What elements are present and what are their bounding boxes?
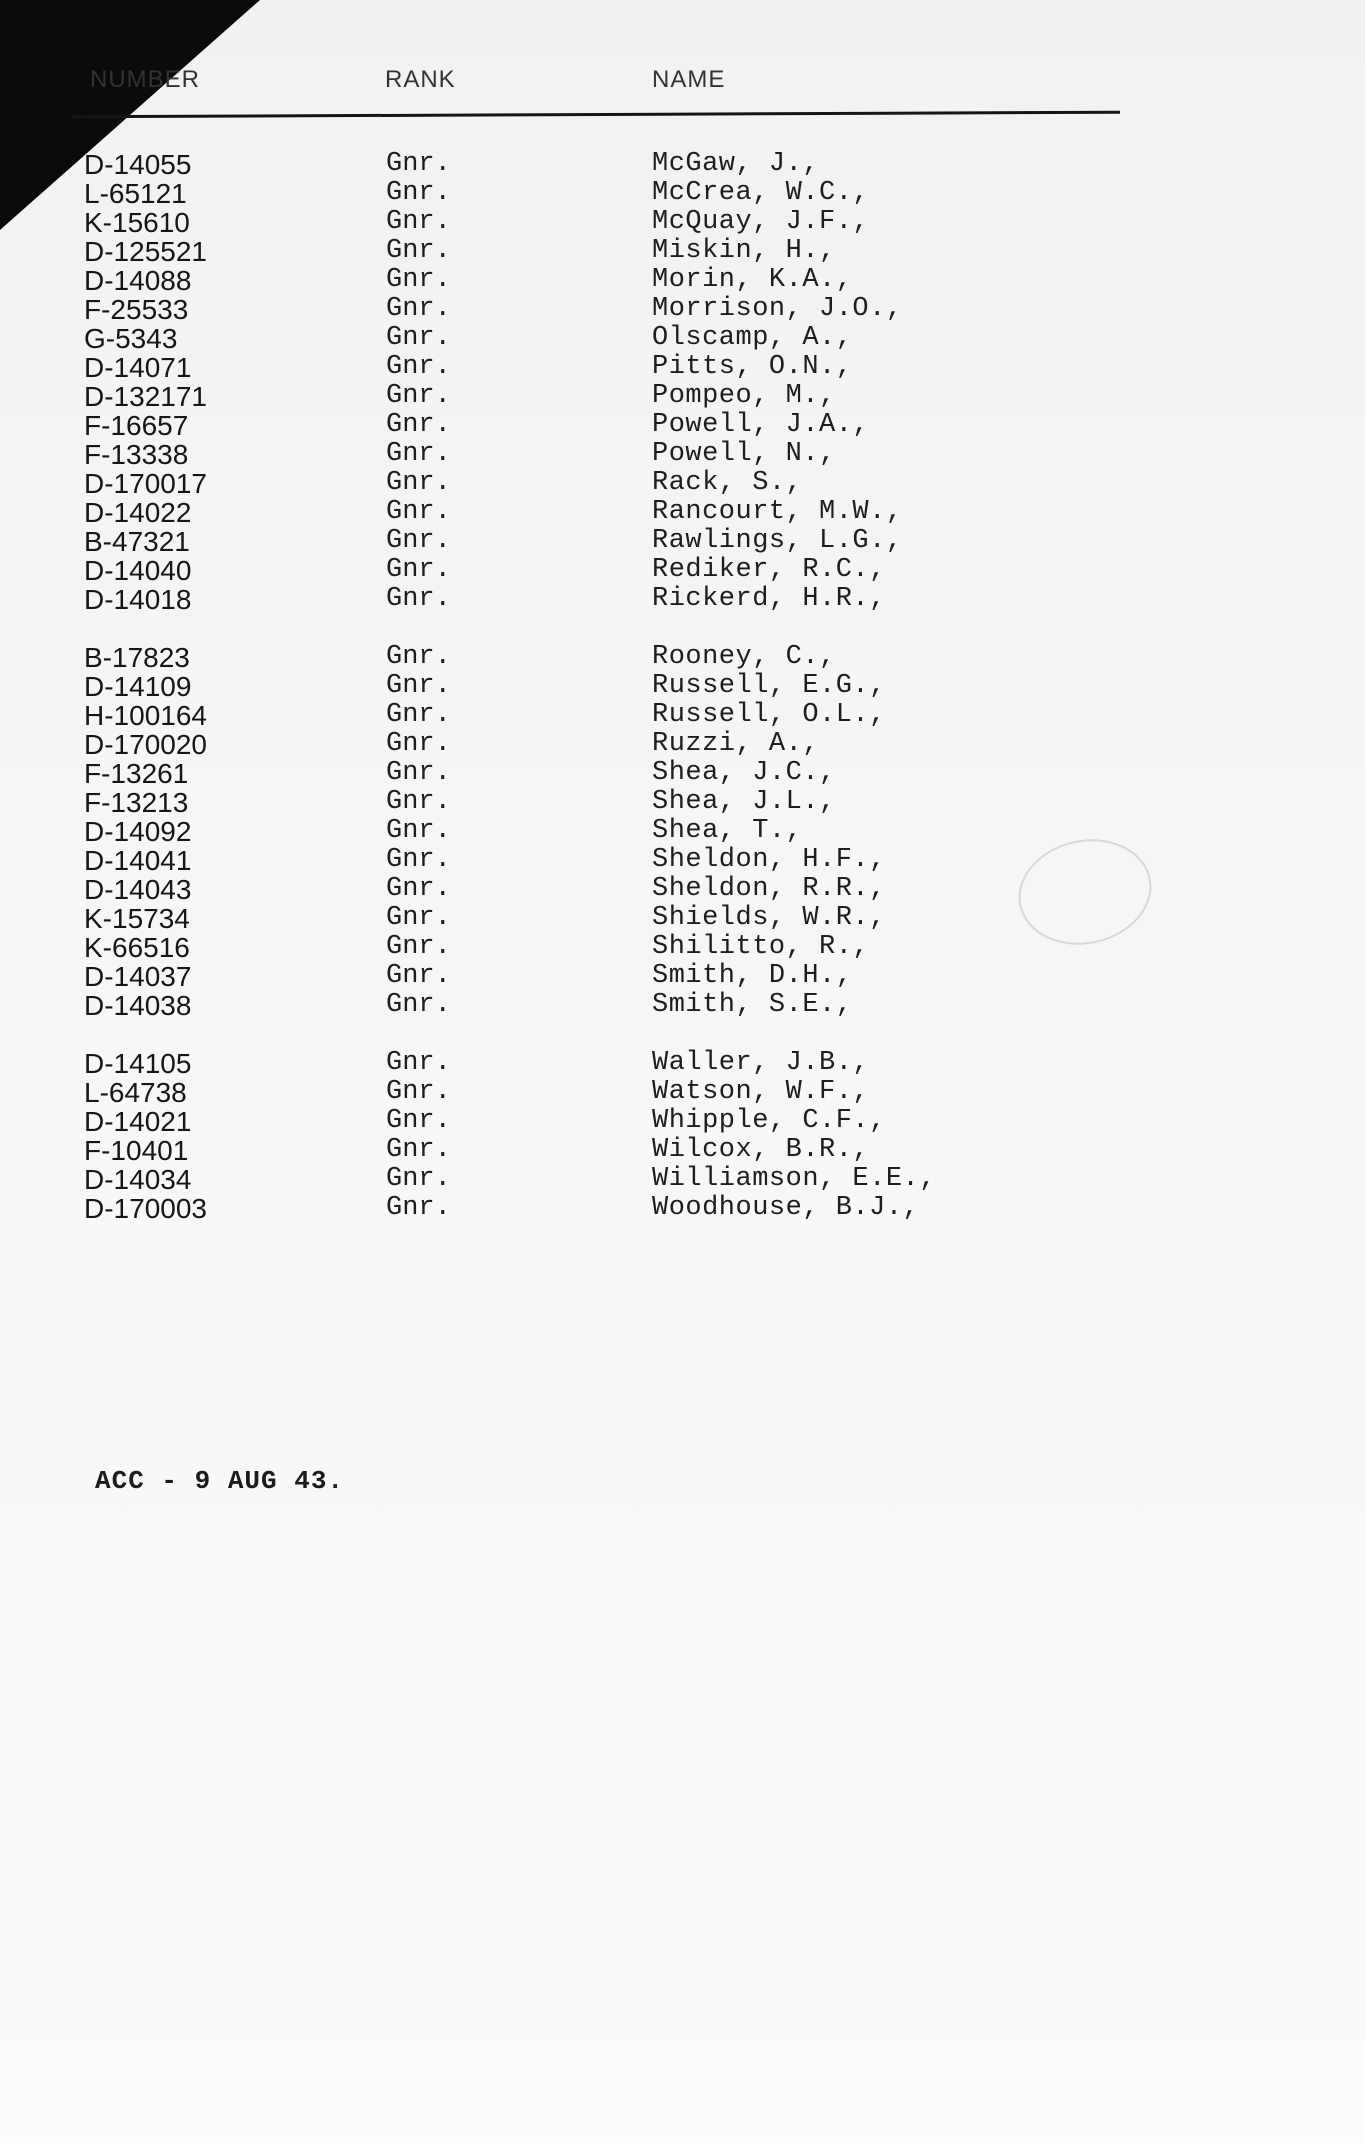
- person-name: Shea, T.,: [652, 816, 803, 846]
- list-item: [0, 585, 1365, 614]
- rank: Gnr.: [386, 584, 451, 614]
- rank: Gnr.: [386, 468, 451, 498]
- service-number: D-125521: [84, 236, 207, 267]
- list-item: [0, 730, 1365, 759]
- list-item: [0, 179, 1365, 208]
- service-number: F-13213: [84, 787, 189, 818]
- list-item: [0, 1078, 1365, 1107]
- header-number: NUMBER: [90, 66, 201, 93]
- list-item: [0, 469, 1365, 498]
- person-name: Sheldon, R.R.,: [652, 874, 886, 904]
- list-item: [0, 150, 1365, 179]
- person-name: Shields, W.R.,: [652, 903, 886, 933]
- table-header: [0, 62, 1365, 102]
- person-name: Morin, K.A.,: [652, 265, 853, 295]
- header-rank: RANK: [385, 66, 456, 93]
- rank: Gnr.: [386, 932, 451, 962]
- list-item: [0, 1194, 1365, 1223]
- list-item: [0, 208, 1365, 237]
- list-item: [0, 353, 1365, 382]
- rank: Gnr.: [386, 439, 451, 469]
- person-name: Whipple, C.F.,: [652, 1106, 886, 1136]
- service-number: D-14043: [84, 874, 192, 905]
- rank: Gnr.: [386, 671, 451, 701]
- list-item: [0, 759, 1365, 788]
- rank: Gnr.: [386, 1135, 451, 1165]
- service-number: D-14021: [84, 1106, 192, 1137]
- rank: Gnr.: [386, 845, 451, 875]
- rank: Gnr.: [386, 207, 451, 237]
- rank: Gnr.: [386, 1077, 451, 1107]
- service-number: L-64738: [84, 1077, 187, 1108]
- person-name: Ruzzi, A.,: [652, 729, 820, 759]
- rank: Gnr.: [386, 381, 451, 411]
- list-item: [0, 237, 1365, 266]
- service-number: D-170020: [84, 729, 207, 760]
- person-name: Rancourt, M.W.,: [652, 497, 903, 527]
- person-name: Sheldon, H.F.,: [652, 845, 886, 875]
- list-item: [0, 266, 1365, 295]
- person-name: Woodhouse, B.J.,: [652, 1193, 920, 1223]
- list-item: [0, 411, 1365, 440]
- rank: Gnr.: [386, 700, 451, 730]
- rank: Gnr.: [386, 642, 451, 672]
- list-item: [0, 556, 1365, 585]
- service-number: D-14071: [84, 352, 192, 383]
- rank: Gnr.: [386, 236, 451, 266]
- rank: Gnr.: [386, 178, 451, 208]
- service-number: D-14105: [84, 1048, 192, 1079]
- person-name: Smith, S.E.,: [652, 990, 853, 1020]
- person-name: Russell, E.G.,: [652, 671, 886, 701]
- rank: Gnr.: [386, 1164, 451, 1194]
- rank: Gnr.: [386, 787, 451, 817]
- person-name: Morrison, J.O.,: [652, 294, 903, 324]
- rank: Gnr.: [386, 555, 451, 585]
- service-number: D-170017: [84, 468, 207, 499]
- person-name: Miskin, H.,: [652, 236, 836, 266]
- rank: Gnr.: [386, 352, 451, 382]
- personnel-list: [0, 150, 1365, 1223]
- person-name: McQuay, J.F.,: [652, 207, 870, 237]
- rank: Gnr.: [386, 294, 451, 324]
- service-number: D-132171: [84, 381, 207, 412]
- service-number: D-14088: [84, 265, 192, 296]
- list-item: [0, 1049, 1365, 1078]
- list-item: [0, 788, 1365, 817]
- rank: Gnr.: [386, 903, 451, 933]
- service-number: F-13338: [84, 439, 189, 470]
- rank: Gnr.: [386, 1048, 451, 1078]
- rank: Gnr.: [386, 149, 451, 179]
- service-number: D-14092: [84, 816, 192, 847]
- list-item: [0, 933, 1365, 962]
- list-item: [0, 382, 1365, 411]
- person-name: Shilitto, R.,: [652, 932, 870, 962]
- list-item: [0, 875, 1365, 904]
- service-number: K-66516: [84, 932, 190, 963]
- list-item: [0, 701, 1365, 730]
- list-item: [0, 324, 1365, 353]
- service-number: F-13261: [84, 758, 189, 789]
- rank: Gnr.: [386, 526, 451, 556]
- rank: Gnr.: [386, 1193, 451, 1223]
- person-name: Pitts, O.N.,: [652, 352, 853, 382]
- rank: Gnr.: [386, 961, 451, 991]
- list-item: [0, 498, 1365, 527]
- rank: Gnr.: [386, 758, 451, 788]
- rank: Gnr.: [386, 265, 451, 295]
- list-item: [0, 527, 1365, 556]
- service-number: D-14038: [84, 990, 192, 1021]
- rank: Gnr.: [386, 1106, 451, 1136]
- service-number: H-100164: [84, 700, 207, 731]
- list-item: [0, 1165, 1365, 1194]
- service-number: D-14022: [84, 497, 192, 528]
- service-number: D-14037: [84, 961, 192, 992]
- service-number: D-14109: [84, 671, 192, 702]
- person-name: Williamson, E.E.,: [652, 1164, 936, 1194]
- header-rule: [72, 111, 1120, 119]
- person-name: Powell, N.,: [652, 439, 836, 469]
- person-name: Olscamp, A.,: [652, 323, 853, 353]
- person-name: McCrea, W.C.,: [652, 178, 870, 208]
- service-number: D-14041: [84, 845, 192, 876]
- person-name: Russell, O.L.,: [652, 700, 886, 730]
- service-number: B-47321: [84, 526, 190, 557]
- person-name: Waller, J.B.,: [652, 1048, 870, 1078]
- list-item: [0, 962, 1365, 991]
- list-item: [0, 643, 1365, 672]
- service-number: D-170003: [84, 1193, 207, 1224]
- list-item: [0, 1107, 1365, 1136]
- list-item: [0, 672, 1365, 701]
- list-item: [0, 846, 1365, 875]
- service-number: G-5343: [84, 323, 178, 354]
- person-name: Rooney, C.,: [652, 642, 836, 672]
- person-name: Watson, W.F.,: [652, 1077, 870, 1107]
- service-number: D-14040: [84, 555, 192, 586]
- rank: Gnr.: [386, 323, 451, 353]
- header-name: NAME: [652, 66, 726, 93]
- person-name: Rawlings, L.G.,: [652, 526, 903, 556]
- list-item: [0, 295, 1365, 324]
- list-item: [0, 991, 1365, 1020]
- service-number: K-15610: [84, 207, 190, 238]
- service-number: K-15734: [84, 903, 190, 934]
- list-item: [0, 1136, 1365, 1165]
- service-number: F-16657: [84, 410, 189, 441]
- service-number: D-14018: [84, 584, 192, 615]
- person-name: Pompeo, M.,: [652, 381, 836, 411]
- service-number: B-17823: [84, 642, 190, 673]
- service-number: L-65121: [84, 178, 187, 209]
- person-name: Shea, J.L.,: [652, 787, 836, 817]
- person-name: Powell, J.A.,: [652, 410, 870, 440]
- list-item: [0, 904, 1365, 933]
- rank: Gnr.: [386, 874, 451, 904]
- rank: Gnr.: [386, 729, 451, 759]
- rank: Gnr.: [386, 990, 451, 1020]
- list-item: [0, 817, 1365, 846]
- service-number: D-14034: [84, 1164, 192, 1195]
- footer-note: ACC - 9 AUG 43.: [95, 1466, 345, 1496]
- person-name: Wilcox, B.R.,: [652, 1135, 870, 1165]
- service-number: D-14055: [84, 149, 192, 180]
- rank: Gnr.: [386, 816, 451, 846]
- person-name: McGaw, J.,: [652, 149, 820, 179]
- rank: Gnr.: [386, 410, 451, 440]
- person-name: Rediker, R.C.,: [652, 555, 886, 585]
- person-name: Smith, D.H.,: [652, 961, 853, 991]
- person-name: Rickerd, H.R.,: [652, 584, 886, 614]
- service-number: F-10401: [84, 1135, 189, 1166]
- rank: Gnr.: [386, 497, 451, 527]
- person-name: Rack, S.,: [652, 468, 803, 498]
- service-number: F-25533: [84, 294, 189, 325]
- person-name: Shea, J.C.,: [652, 758, 836, 788]
- list-item: [0, 440, 1365, 469]
